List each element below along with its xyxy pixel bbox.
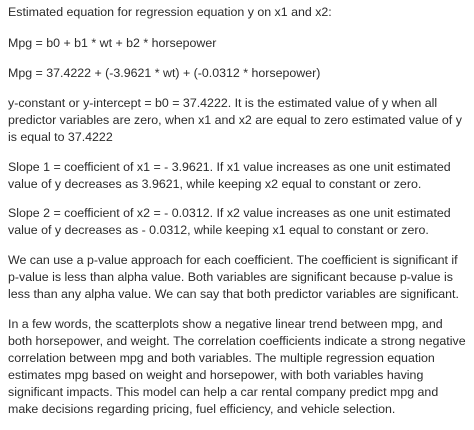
general-equation: Mpg = b0 + b1 * wt + b2 * horsepower [8,36,217,50]
y-intercept-paragraph: y-constant or y-intercept = b0 = 37.4222. It is the estimated value of y when all predictor variables are zero, when x1 and x2 are equal to zero estimated value of y is equal to 37.4222 [8,96,462,144]
estimated-equation: Mpg = 37.4222 + (-3.9621 * wt) + (-0.0312 * horsepower) [8,66,321,80]
p-value-paragraph: We can use a p-value approach for each coefficient. The coefficient is significant if p-value is less than alpha value. Both variables are significant because p-value is less than any alpha value. We can say that both predictor variables are significant. [8,253,459,301]
slope2-paragraph: Slope 2 = coefficient of x2 = - 0.0312. If x2 value increases as one unit estimated value of y decreases as - 0.0312, while keeping x1 equal to constant or zero. [8,206,451,237]
slope1-paragraph: Slope 1 = coefficient of x1 = - 3.9621. If x1 value increases as one unit estimated value of y decreases as 3.9621, while keeping x2 equal to constant or zero. [8,160,451,191]
intro-paragraph: Estimated equation for regression equation y on x1 and x2: [8,5,332,19]
summary-paragraph: In a few words, the scatterplots show a negative linear trend between mpg, and both horsepower, and weight. The correlation coefficients indicate a strong negative correlation between mpg and both variables. The multiple regression equation estimates mpg based on weight and horsepower, with both variables having significant impacts. This model can help a car rental company predict mpg and make decisions regarding pricing, fuel efficiency, and vehicle selection. [8,317,466,416]
